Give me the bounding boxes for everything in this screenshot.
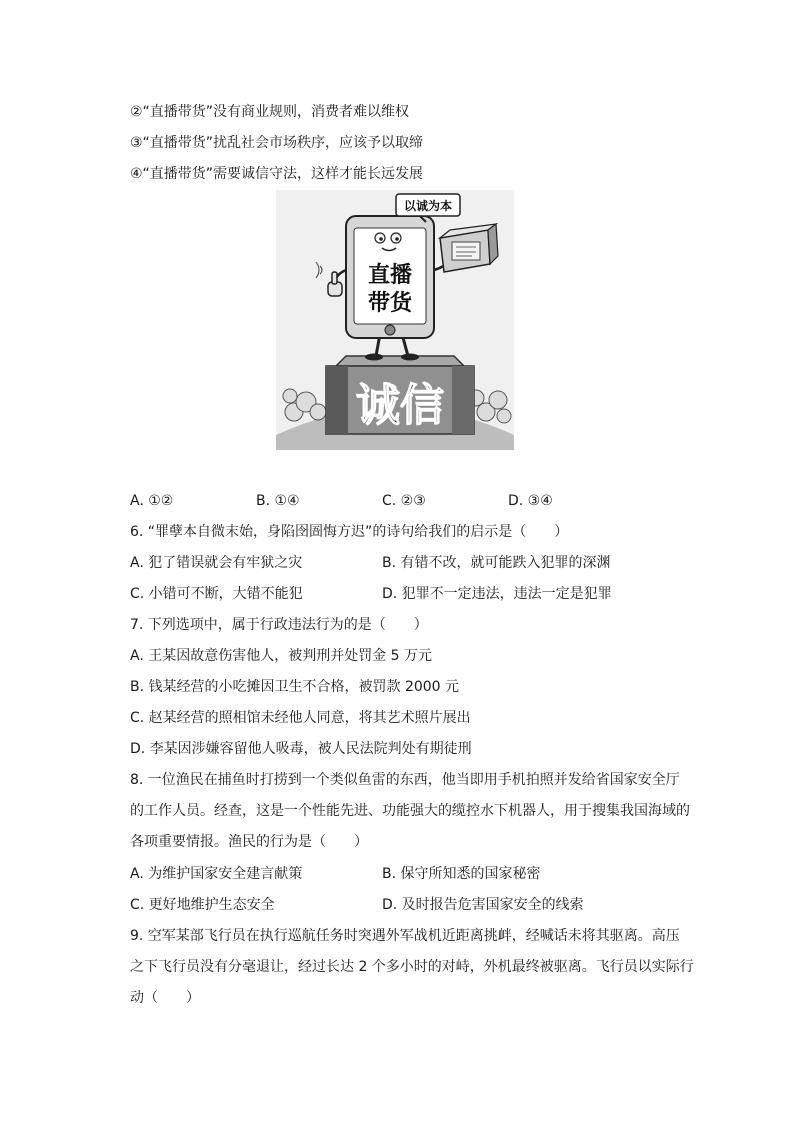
q9-stem-line-1: 9. 空军某部飞行员在执行巡航任务时突遇外军战机近距离挑衅，经喊话未将其驱离。高压: [130, 928, 680, 944]
q6-option-c: C. 小错可不断，大错不能犯: [130, 586, 303, 602]
q7-stem: 7. 下列选项中，属于行政违法行为的是（ ）: [130, 617, 428, 633]
q9-stem-line-3: 动（ ）: [130, 990, 200, 1006]
q8-stem-line-2: 的工作人员。经查，这是一个性能先进、功能强大的缆控水下机器人，用于搜集我国海域的: [130, 803, 690, 819]
q5-option-a: A. ①②: [130, 493, 174, 509]
phone-text-line1: 直播: [367, 263, 413, 288]
q6-option-a: A. 犯了错误就会有牢狱之灾: [130, 555, 303, 571]
q8-option-d: D. 及时报告危害国家安全的线索: [382, 897, 584, 913]
statement-4: ④“直播带货”需要诚信守法，这样才能长远发展: [130, 166, 424, 182]
q7-option-a: A. 王某因故意伤害他人，被判刑并处罚金 5 万元: [130, 648, 433, 664]
q8-option-c: C. 更好地维护生态安全: [130, 897, 275, 913]
q5-option-b: B. ①④: [256, 493, 300, 509]
q6-option-b: B. 有错不改，就可能跌入犯罪的深渊: [382, 555, 611, 571]
q7-option-c: C. 赵某经营的照相馆未经他人同意，将其艺术照片展出: [130, 710, 471, 726]
q5-option-c: C. ②③: [382, 493, 426, 509]
phone-text-line2: 带货: [367, 291, 413, 316]
q6-option-d: D. 犯罪不一定违法，违法一定是犯罪: [382, 586, 612, 602]
q7-option-b: B. 钱某经营的小吃摊因卫生不合格，被罚款 2000 元: [130, 679, 460, 695]
q8-option-b: B. 保守所知悉的国家秘密: [382, 866, 541, 882]
sign-text: 以诚为本: [403, 199, 453, 213]
q8-stem-line-3: 各项重要情报。渔民的行为是（ ）: [130, 834, 368, 850]
q8-option-a: A. 为维护国家安全建言献策: [130, 866, 303, 882]
q5-option-d: D. ③④: [508, 493, 553, 509]
q9-stem-line-2: 之下飞行员没有分毫退让，经过长达 2 个多小时的对峙，外机最终被驱离。飞行员以实际行: [130, 959, 694, 975]
q8-stem-line-1: 8. 一位渔民在捕鱼时打捞到一个类似鱼雷的东西，他当即用手机拍照并发给省国家安全厅: [130, 772, 680, 788]
livestream-integrity-illustration: [276, 190, 514, 450]
q7-option-d: D. 李某因涉嫌容留他人吸毒，被人民法院判处有期徒刑: [130, 741, 472, 757]
statement-3: ③“直播带货”扰乱社会市场秩序，应该予以取缔: [130, 135, 424, 151]
statement-2: ②“直播带货”没有商业规则，消费者难以维权: [130, 104, 410, 120]
pedestal-text: 诚信: [356, 380, 444, 431]
q6-stem: 6. “罪孽本自微末始，身陷囹圄悔方迟”的诗句给我们的启示是（ ）: [130, 524, 569, 540]
